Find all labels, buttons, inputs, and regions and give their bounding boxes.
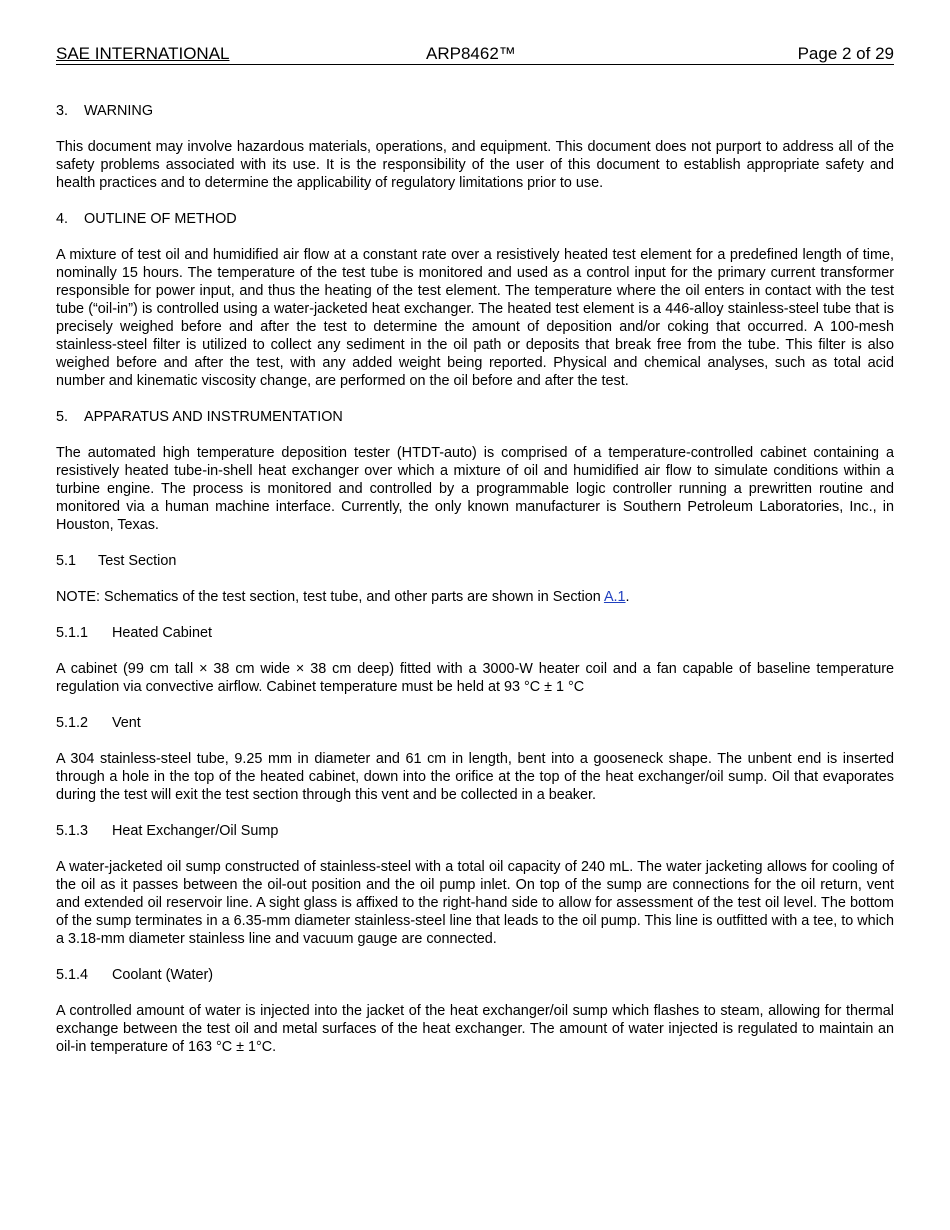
section-number: 5.1.4 [56, 967, 89, 983]
section-title: Vent [112, 715, 141, 731]
document-id: ARP8462™ [426, 44, 516, 63]
section-number: 3. [56, 103, 69, 119]
section-number: 5.1.3 [56, 823, 89, 839]
section-title: Coolant (Water) [112, 967, 214, 983]
section-5-heading [56, 408, 894, 426]
note-suffix: . [625, 589, 630, 605]
section-3-heading [56, 102, 894, 120]
section-5-1-heading [56, 552, 894, 570]
org-name: SAE INTERNATIONAL [56, 44, 230, 63]
vent-paragraph: A 304 stainless-steel tube, 9.25 mm in diameter and 61 cm in length, bent into a gooseneck shape. The unbent end is inserted through a hole in the top of the heated cabinet, down into the orifice at the top of the heat exchanger/oil sump. Oil that evaporates during the test will exit the test section through this vent and be collected in a beaker. [56, 751, 894, 803]
section-number: 5. [56, 409, 69, 425]
section-title: OUTLINE OF METHOD [84, 211, 237, 227]
section-number: 5.1.1 [56, 625, 89, 641]
section-5-1-1-heading [56, 624, 894, 642]
heated-cabinet-paragraph: A cabinet (99 cm tall × 38 cm wide × 38 cm deep) fitted with a 3000-W heater coil and a fan capable of baseline temperature regulation via convective airflow. Cabinet temperature must be held at 93 °C ± 1 °C [56, 661, 894, 695]
section-title: Heat Exchanger/Oil Sump [112, 823, 279, 839]
document-body [56, 102, 894, 1056]
section-a1-link[interactable]: A.1 [603, 589, 626, 605]
warning-paragraph: This document may involve hazardous materials, operations, and equipment. This document does not purport to address all of the safety problems associated with its use. It is the responsibility of the user of this document to establish appropriate safety and health practices and to determine the applicability of regulatory limitations prior to use. [56, 139, 894, 191]
section-5-1-4-heading [56, 966, 894, 984]
section-number: 4. [56, 211, 69, 227]
section-number: 5.1.2 [56, 715, 89, 731]
section-5-1-3-heading [56, 822, 894, 840]
note-text: NOTE: Schematics of the test section, test tube, and other parts are shown in Section [56, 589, 604, 605]
apparatus-paragraph: The automated high temperature deposition tester (HTDT-auto) is comprised of a temperature-controlled cabinet containing a resistively heated tube-in-shell heat exchanger over which a mixture of oil and humidified air flow to simulate conditions within a turbine engine. The process is monitored and controlled by a programmable logic controller running a prewritten routine and monitored via a human machine interface. Currently, the only known manufacturer is Southern Petroleum Laboratories, Inc., in Houston, Texas. [56, 445, 894, 533]
section-title: APPARATUS AND INSTRUMENTATION [84, 409, 343, 425]
coolant-paragraph: A controlled amount of water is injected into the jacket of the heat exchanger/oil sump which flashes to steam, allowing for thermal exchange between the test oil and metal surfaces of the heat exchanger. The amount of water injected is regulated to maintain an oil-in temperature of 163 °C ± 1°C. [56, 1003, 894, 1055]
note-paragraph [56, 588, 894, 606]
section-number: 5.1 [56, 553, 77, 569]
section-title: WARNING [84, 103, 154, 119]
section-5-1-2-heading [56, 714, 894, 732]
page-header [56, 44, 894, 65]
section-title: Heated Cabinet [112, 625, 213, 641]
section-title: Test Section [98, 553, 177, 569]
page-number: Page 2 of 29 [797, 44, 894, 63]
document-page [56, 44, 894, 1074]
outline-paragraph: A mixture of test oil and humidified air flow at a constant rate over a resistively heated test element for a predefined length of time, nominally 15 hours. The temperature of the test tube is monitored and used as a control input for the primary current transformer responsible for power input, and thus the heating of the test element. The temperature where the oil enters in contact with the test tube (“oil-in”) is controlled using a water-jacketed heat exchanger. The heated test element is a 446-alloy stainless-steel tube that is precisely weighed before and after the test to determine the amount of deposition and/or coking that occurred. A 100-mesh stainless-steel filter is utilized to collect any sediment in the oil path or deposits that break free from the tube. This filter is also weighed before and after the test, with any added weight being reported. Physical and chemical analyses, such as total acid number and kinematic viscosity change, are performed on the oil before and after the test. [56, 247, 894, 389]
section-4-heading [56, 210, 894, 228]
heat-exchanger-paragraph: A water-jacketed oil sump constructed of stainless-steel with a total oil capacity of 240 mL. The water jacketing allows for cooling of the oil as it passes between the oil-out position and the oil pump inlet. On top of the sump are connections for the oil return, vent and extended oil reservoir line. A sight glass is affixed to the right-hand side to allow for assessment of the test oil level. The bottom of the sump terminates in a 6.35-mm diameter stainless-steel line that leads to the oil pump. This line is outfitted with a tee, to which a 3.18-mm diameter stainless line and vacuum gauge are connected. [56, 859, 895, 947]
